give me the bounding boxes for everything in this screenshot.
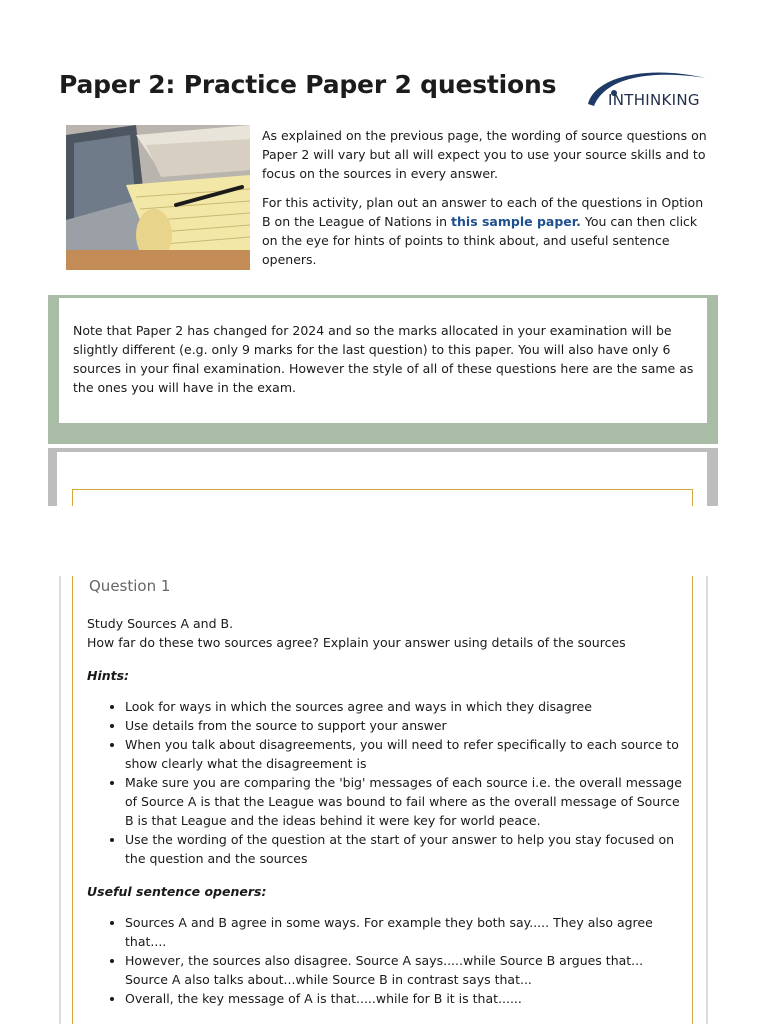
desk-photo bbox=[66, 125, 250, 270]
question-line-2: How far do these two sources agree? Explain your answer using details of the sources bbox=[87, 635, 626, 650]
hint-item: • Look for ways in which the sources agree and ways in which they disagree bbox=[125, 697, 683, 716]
logo-text: INTHINKING bbox=[608, 91, 700, 109]
opener-item: • Sources A and B agree in some ways. For example they both say..... They also agree that.... bbox=[125, 913, 683, 951]
hint-item: • When you talk about disagreements, you will need to refer specifically to each source to show clearly what the disagreement is bbox=[125, 735, 683, 773]
note-text: Note that Paper 2 has changed for 2024 and so the marks allocated in your examination will be slightly different (e.g. only 9 marks for the last question) to this paper. You will also have only 6 sources in your final examination. However the style of all of these questions here are the same as the ones you will have in the exam. bbox=[73, 323, 694, 395]
question-body bbox=[87, 614, 683, 1008]
intro-text bbox=[262, 126, 712, 279]
hint-item: • Make sure you are comparing the 'big' messages of each source i.e. the overall message of Source A is that the League was bound to fail where as the overall message of Source B is that League and the ideas behind it were key for world peace. bbox=[125, 773, 683, 830]
intro-paragraph-1: As explained on the previous page, the wording of source questions on Paper 2 will vary but all will expect you to use your source skills and to focus on the sources in every answer. bbox=[262, 128, 707, 181]
openers-heading: Useful sentence openers: bbox=[87, 884, 267, 899]
question-frame-right bbox=[706, 576, 708, 1024]
hints-heading: Hints: bbox=[87, 668, 130, 683]
inthinking-logo[interactable] bbox=[584, 66, 710, 114]
intro-paragraph-2 bbox=[262, 193, 712, 269]
question-title: Question 1 bbox=[89, 577, 171, 595]
intro-p2-end: You can then click on the eye for hints of points to think about, and useful sentence openers. bbox=[262, 214, 698, 267]
intro-p2-start: For this activity, plan out an answer to each of the questions in Option B on the League of Nations in bbox=[262, 195, 704, 229]
hint-item: • Use the wording of the question at the start of your answer to help you stay focused on the question and the sources bbox=[125, 830, 683, 868]
opener-item: • Overall, the key message of A is that.....while for B it is that...... bbox=[125, 989, 683, 1008]
question-line-1: Study Sources A and B. bbox=[87, 616, 234, 631]
sample-paper-link[interactable]: this sample paper. bbox=[451, 214, 581, 229]
opener-item: • However, the sources also disagree. Source A says.....while Source B argues that... Source A also talks about...while Source B in contrast says that... bbox=[125, 951, 683, 989]
question-frame-left bbox=[59, 576, 61, 1024]
page-title: Paper 2: Practice Paper 2 questions bbox=[59, 70, 557, 99]
openers-list bbox=[87, 913, 683, 1008]
hint-item: • Use details from the source to support your answer bbox=[125, 716, 683, 735]
question-box-top bbox=[72, 489, 693, 506]
hints-list bbox=[87, 697, 683, 868]
